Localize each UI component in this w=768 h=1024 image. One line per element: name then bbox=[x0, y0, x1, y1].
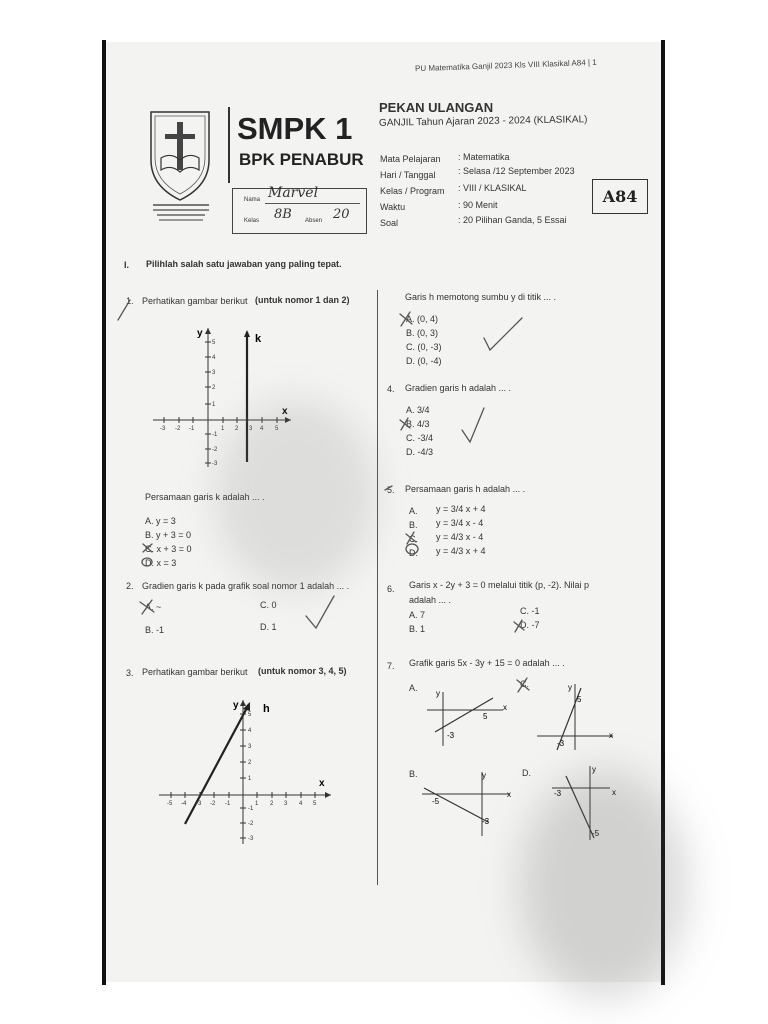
info-value-questions: : 20 Pilihan Ganda, 5 Essai bbox=[458, 215, 567, 225]
q6-number: 6. bbox=[387, 584, 395, 594]
name-label: Nama bbox=[244, 197, 261, 203]
q7-graph-a bbox=[425, 688, 515, 748]
graph3-xtick: -3 bbox=[196, 801, 202, 807]
q1-option-b: B. y + 3 = 0 bbox=[145, 530, 192, 540]
graph3-ytick: 4 bbox=[248, 728, 252, 734]
graph1-xtick: -2 bbox=[175, 426, 181, 432]
q7-d-mark: -5 bbox=[592, 829, 600, 838]
graph3-xtick: -4 bbox=[181, 801, 187, 807]
q7-b-mark: -5 bbox=[432, 797, 440, 806]
q7-a-x: x bbox=[503, 703, 507, 712]
name-value: Marvel bbox=[268, 185, 319, 201]
q3-option-a: A. (0, 4) bbox=[406, 314, 439, 324]
name-underline bbox=[265, 203, 360, 204]
q7-b-y: y bbox=[482, 771, 486, 780]
info-label-time: Waktu bbox=[380, 202, 406, 212]
graph3-xtick: 5 bbox=[313, 801, 317, 807]
exam-code-box: A84 bbox=[592, 179, 648, 214]
q7-number: 7. bbox=[387, 661, 395, 671]
q5-option-b-letter: B. bbox=[409, 520, 418, 530]
graph3-xtick: 1 bbox=[255, 801, 259, 807]
graph3-ytick: 3 bbox=[248, 744, 252, 750]
q3-stem: Perhatikan gambar berikut bbox=[142, 667, 248, 677]
graph1-xtick: -3 bbox=[160, 426, 166, 432]
q7-choice-d-letter: D. bbox=[522, 768, 531, 778]
q7-a-mark: -3 bbox=[447, 731, 455, 740]
q1-option-d: D. x = 3 bbox=[145, 558, 177, 568]
graph3-xtick: 2 bbox=[270, 801, 274, 807]
q3-continuation: Garis h memotong sumbu y di titik ... . bbox=[405, 292, 557, 302]
info-value-date: : Selasa /12 September 2023 bbox=[458, 166, 575, 176]
graph-line-h bbox=[155, 696, 335, 846]
q2-number: 2. bbox=[126, 581, 134, 591]
exam-title: PEKAN ULANGAN bbox=[379, 100, 494, 115]
q7-c-mark: 5 bbox=[577, 695, 582, 704]
graph3-y-label: y bbox=[233, 700, 239, 711]
q4-option-c: C. -3/4 bbox=[406, 433, 434, 443]
graph1-ytick: 5 bbox=[212, 340, 216, 346]
q7-text: Grafik garis 5x - 3y + 15 = 0 adalah ... . bbox=[409, 658, 565, 668]
q5-option-b: y = 3/4 x - 4 bbox=[436, 518, 484, 528]
q4-option-d: D. -4/3 bbox=[406, 447, 434, 457]
graph3-xtick: 3 bbox=[284, 801, 288, 807]
q3-option-c: C. (0, -3) bbox=[406, 342, 442, 352]
graph3-xtick: 4 bbox=[299, 801, 303, 807]
exam-subtitle: GANJIL Tahun Ajaran 2023 - 2024 (KLASIKAL) bbox=[378, 114, 588, 129]
graph1-ytick: 3 bbox=[212, 370, 216, 376]
photo-shadow bbox=[520, 770, 690, 1000]
graph1-x-label: x bbox=[282, 406, 288, 417]
q2-option-c: C. 0 bbox=[260, 600, 277, 610]
school-subtitle: BPK PENABUR bbox=[239, 150, 364, 169]
graph1-xtick: -1 bbox=[189, 426, 195, 432]
q7-choice-c-letter: C. bbox=[520, 679, 529, 689]
info-value-subject: : Matematika bbox=[458, 152, 510, 162]
q4-option-a: A. 3/4 bbox=[406, 405, 430, 415]
q5-number: 5. bbox=[387, 485, 395, 495]
graph3-ytick: 5 bbox=[248, 712, 252, 718]
section-number: I. bbox=[124, 260, 130, 270]
graph3-ytick: -3 bbox=[248, 836, 254, 842]
q5-option-d: y = 4/3 x + 4 bbox=[436, 546, 486, 556]
graph1-line-label: k bbox=[255, 333, 262, 345]
graph1-ytick: -2 bbox=[212, 447, 218, 453]
q6-line1: Garis x - 2y + 3 = 0 melalui titik (p, -2). Nilai p bbox=[409, 580, 590, 590]
school-name: SMPK 1 bbox=[237, 111, 353, 146]
q6-option-c: C. -1 bbox=[520, 606, 540, 616]
absen-value: 20 bbox=[333, 207, 350, 222]
q4-number: 4. bbox=[387, 384, 395, 394]
q1-stem-bold: (untuk nomor 1 dan 2) bbox=[255, 295, 350, 305]
info-label-questions: Soal bbox=[380, 218, 399, 228]
q7-choice-b-letter: B. bbox=[409, 769, 418, 779]
graph1-ytick: 1 bbox=[212, 402, 216, 408]
q7-b-x: x bbox=[507, 790, 511, 799]
q7-d-mark: -3 bbox=[554, 789, 562, 798]
graph1-y-label: y bbox=[197, 328, 203, 339]
q1-option-a: A. y = 3 bbox=[145, 516, 176, 526]
q2-option-b: B. -1 bbox=[145, 625, 165, 635]
graph3-ytick: 2 bbox=[248, 760, 252, 766]
graph1-xtick: 2 bbox=[235, 426, 239, 432]
q2-option-d: D. 1 bbox=[260, 622, 277, 632]
info-label-class: Kelas / Program bbox=[380, 186, 445, 196]
graph1-ytick: 4 bbox=[212, 355, 216, 361]
graph3-ytick: -1 bbox=[248, 806, 254, 812]
info-value-class: : VIII / KLASIKAL bbox=[458, 183, 527, 193]
graph3-ytick: 1 bbox=[248, 776, 252, 782]
q6-line2: adalah ... . bbox=[409, 595, 452, 605]
q5-option-c-letter: C. bbox=[409, 534, 418, 544]
graph1-xtick: 5 bbox=[275, 426, 279, 432]
q7-b-mark: -3 bbox=[482, 817, 490, 826]
photo-shadow bbox=[215, 400, 375, 590]
column-divider bbox=[377, 290, 378, 885]
graph1-ytick: -1 bbox=[212, 432, 218, 438]
info-value-time: : 90 Menit bbox=[458, 200, 498, 210]
q5-text: Persamaan garis h adalah ... . bbox=[405, 484, 526, 494]
graph3-xtick: -5 bbox=[167, 801, 173, 807]
q6-option-a: A. 7 bbox=[409, 610, 426, 620]
q4-option-b: B. 4/3 bbox=[406, 419, 430, 429]
q2-option-a: A. ~ bbox=[145, 602, 162, 612]
section-heading: Pilihlah salah satu jawaban yang paling tepat. bbox=[146, 259, 342, 269]
q7-c-mark: -3 bbox=[557, 739, 565, 748]
q6-option-b: B. 1 bbox=[409, 624, 426, 634]
running-title: PU Matematika Ganjil 2023 Kls VIII Klasikal A84 | 1 bbox=[414, 57, 597, 74]
graph3-xtick: -2 bbox=[210, 801, 216, 807]
info-label-date: Hari / Tanggal bbox=[380, 170, 436, 180]
q7-c-x: x bbox=[609, 731, 613, 740]
q7-c-y: y bbox=[568, 683, 572, 692]
q1-number: 1. bbox=[126, 296, 134, 306]
q1-question: Persamaan garis k adalah ... . bbox=[145, 492, 265, 502]
q3-option-d: D. (0, -4) bbox=[406, 356, 442, 366]
graph3-line-label: h bbox=[263, 703, 270, 715]
q7-graph-b bbox=[420, 768, 520, 838]
graph1-ytick: -3 bbox=[212, 461, 218, 467]
q5-option-a-letter: A. bbox=[409, 506, 418, 516]
q3-stem-bold: (untuk nomor 3, 4, 5) bbox=[258, 666, 347, 676]
q3-number: 3. bbox=[126, 668, 134, 678]
q7-graph-c bbox=[535, 680, 620, 752]
graph3-ytick: -2 bbox=[248, 821, 254, 827]
absen-label: Absen bbox=[305, 218, 323, 224]
q7-d-x: x bbox=[612, 788, 616, 797]
class-label: Kelas bbox=[244, 218, 260, 224]
q5-option-d-letter: D. bbox=[409, 548, 418, 558]
q7-a-y: y bbox=[436, 689, 440, 698]
graph3-xtick: -1 bbox=[225, 801, 231, 807]
graph1-xtick: 1 bbox=[221, 426, 225, 432]
class-value: 8B bbox=[274, 207, 292, 222]
graph1-xtick: 4 bbox=[260, 426, 264, 432]
q6-option-d: D. -7 bbox=[520, 620, 540, 630]
q1-stem: Perhatikan gambar berikut bbox=[142, 296, 248, 306]
q2-text: Gradien garis k pada grafik soal nomor 1 adalah ... . bbox=[142, 581, 350, 591]
q1-option-c: C. x + 3 = 0 bbox=[145, 544, 192, 554]
q4-text: Gradien garis h adalah ... . bbox=[405, 383, 512, 393]
graph1-xtick: 3 bbox=[249, 426, 253, 432]
q7-a-mark: 5 bbox=[483, 712, 488, 721]
school-logo bbox=[145, 108, 220, 233]
graph1-ytick: 2 bbox=[212, 385, 216, 391]
graph3-x-label: x bbox=[319, 778, 325, 789]
info-label-subject: Mata Pelajaran bbox=[380, 154, 441, 164]
q7-d-y: y bbox=[592, 765, 596, 774]
q5-option-c: y = 4/3 x - 4 bbox=[436, 532, 484, 542]
q5-option-a: y = 3/4 x + 4 bbox=[436, 504, 486, 514]
q7-choice-a-letter: A. bbox=[409, 683, 418, 693]
q3-option-b: B. (0, 3) bbox=[406, 328, 439, 338]
